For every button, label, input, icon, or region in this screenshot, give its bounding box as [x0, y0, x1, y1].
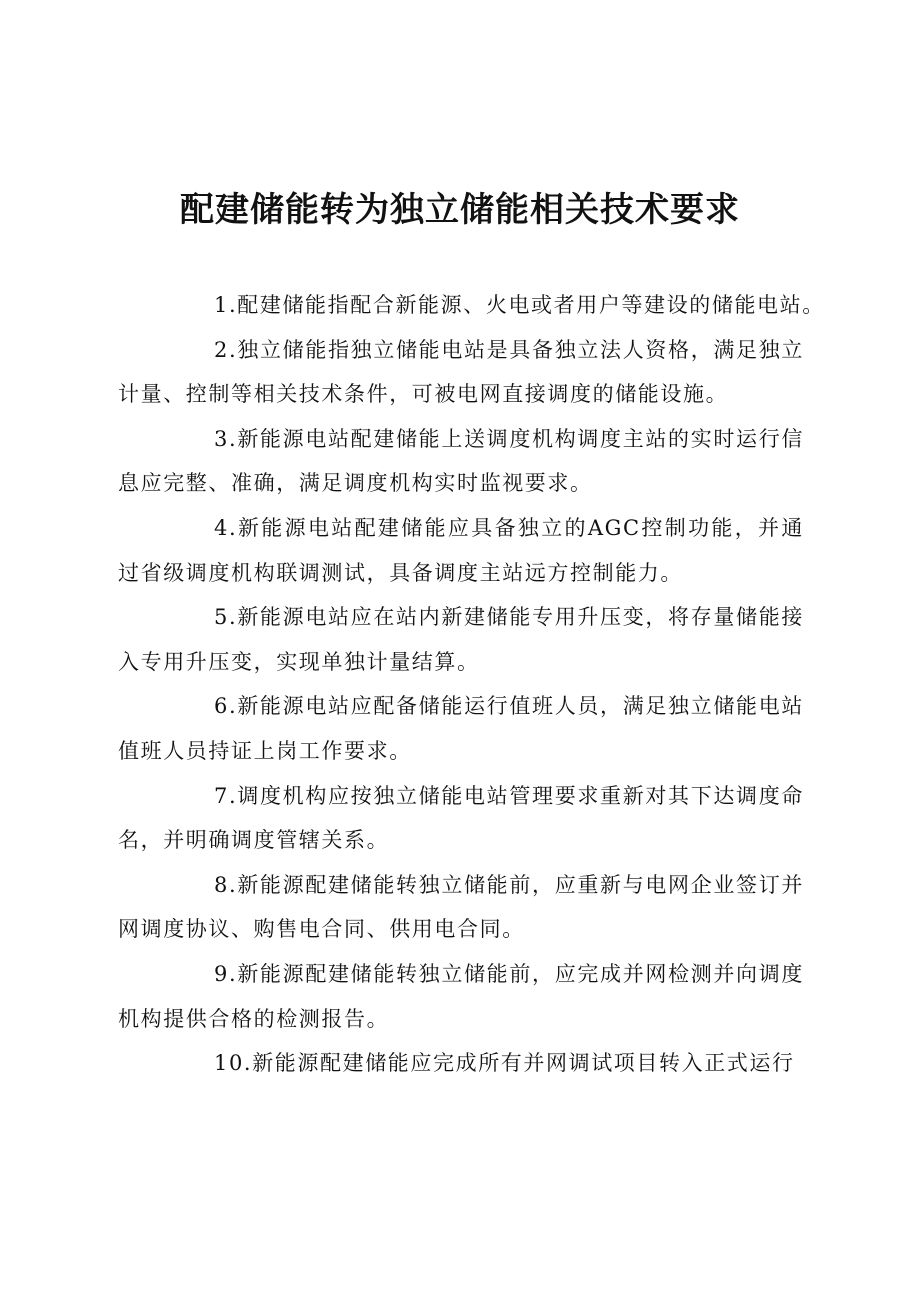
list-item: [118, 506, 804, 595]
list-item: [118, 283, 825, 328]
item-number: 7: [214, 783, 229, 808]
document-title: 配建储能转为独立储能相关技术要求: [180, 190, 740, 230]
item-number: 4: [214, 515, 229, 540]
item-number: 1: [214, 293, 229, 317]
item-text: .配建储能指配合新能源、火电或者用户等建设的储能电站。: [228, 293, 825, 317]
list-item: [118, 863, 804, 952]
item-text: .调度机构应按独立储能电站管理要求重新对其下达调度命名，并明确调度管辖关系。: [118, 783, 804, 853]
list-item: [118, 595, 804, 684]
item-text: .新能源配建储能应完成所有并网调试项目转入正式运行: [243, 1051, 795, 1076]
item-text: .新能源电站配建储能上送调度机构调度主站的实时运行信息应完整、准确，满足调度机构实时监视要求。: [118, 426, 804, 496]
list-item: [118, 684, 804, 773]
item-number: 10: [214, 1051, 244, 1076]
list-item: [118, 952, 804, 1041]
item-text: .新能源配建储能转独立储能前，应完成并网检测并向调度机构提供合格的检测报告。: [118, 961, 804, 1031]
list-item: [118, 328, 804, 417]
item-text: .新能源电站应在站内新建储能专用升压变，将存量储能接入专用升压变，实现单独计量结算。: [118, 605, 804, 674]
item-text: .新能源电站应配备储能运行值班人员，满足独立储能电站值班人员持证上岗工作要求。: [118, 694, 804, 763]
item-number: 2: [214, 337, 229, 362]
item-number: 6: [214, 694, 229, 719]
item-number: 3: [214, 426, 229, 451]
document-body: [118, 283, 825, 1086]
item-number: 9: [214, 961, 229, 986]
item-text: .新能源配建储能转独立储能前，应重新与电网企业签订并网调度协议、购售电合同、供用电合同。: [118, 872, 804, 942]
item-text: .独立储能指独立储能电站是具备独立法人资格，满足独立计量、控制等相关技术条件，可被电网直接调度的储能设施。: [118, 337, 804, 407]
item-number: 8: [214, 872, 229, 897]
item-number: 5: [214, 605, 229, 630]
item-text: .新能源电站配建储能应具备独立的AGC控制功能，并通过省级调度机构联调测试，具备调度主站远方控制能力。: [118, 515, 804, 585]
list-item: [118, 1041, 804, 1086]
list-item: [118, 417, 804, 506]
list-item: [118, 774, 804, 863]
